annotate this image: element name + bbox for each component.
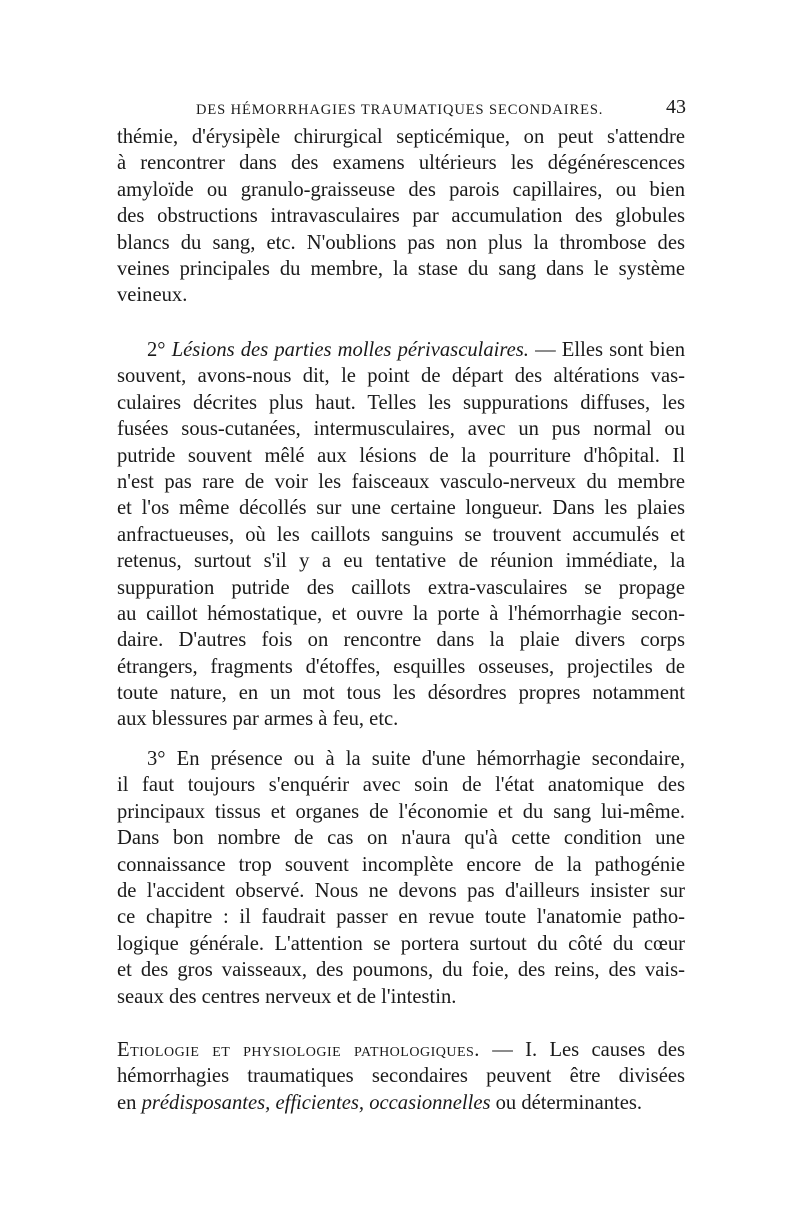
- section-number: 2°: [147, 339, 166, 361]
- text-line: [117, 1090, 685, 1116]
- text-line: seaux des centres nerveux et de l'intestin.: [117, 985, 457, 1008]
- paragraph-3: [117, 746, 685, 1010]
- text-line: souvent, avons-nous dit, le point de départ des altérations vas-: [117, 365, 685, 388]
- text-line: aux blessures par armes à feu, etc.: [117, 708, 399, 731]
- text-fragment: ou déterminantes.: [490, 1091, 643, 1114]
- text-line: n'est pas rare de voir les faisceaux vasculo-nerveux du membre: [117, 470, 685, 493]
- running-title: DES HÉMORRHAGIES TRAUMATIQUES SECONDAIRES.: [196, 102, 604, 118]
- page-number: 43: [666, 96, 686, 118]
- text-line: principaux tissus et organes de l'économie et du sang lui-même.: [117, 800, 685, 823]
- text-line: thémie, d'érysipèle chirurgical septicémique, on peut s'attendre: [117, 126, 685, 148]
- section-title: Lésions des parties molles périvasculaires.: [171, 339, 529, 361]
- text-line: culaires décrites plus haut. Telles les suppurations diffuses, les: [117, 391, 685, 414]
- text-line: retenus, surtout s'il y a eu tentative de réunion immédiate, la: [117, 550, 685, 573]
- text-line: et l'os même décollés sur une certaine longueur. Dans les plaies: [117, 497, 685, 520]
- text-line: à rencontrer dans des examens ultérieurs les dégénérescences: [117, 152, 685, 175]
- heading-continuation: — I. Les causes des: [479, 1039, 685, 1061]
- text-line: il faut toujours s'enquérir avec soin de l'état anatomique des: [117, 774, 685, 797]
- text-line: des obstructions intravasculaires par accumulation des globules: [117, 205, 685, 228]
- paragraph-4: [117, 1037, 685, 1116]
- text-line: veineux.: [117, 284, 188, 307]
- text-fragment: en: [117, 1091, 142, 1114]
- text-line: putride souvent mêlé aux lésions de la pourriture d'hôpital. Il: [117, 444, 685, 467]
- text-line: de l'accident observé. Nous ne devons pas d'ailleurs insister sur: [117, 879, 685, 902]
- heading-continuation: — Elles sont bien: [528, 339, 685, 361]
- section-heading-etiologie: [117, 1037, 685, 1063]
- text-line: et des gros vaisseaux, des poumons, du foie, des reins, des vais-: [117, 959, 685, 982]
- text-line: au caillot hémostatique, et ouvre la porte à l'hémorrhagie secon-: [117, 602, 685, 625]
- text-line: blancs du sang, etc. N'oublions pas non plus la thrombose des: [117, 231, 685, 254]
- page-header: [196, 96, 686, 124]
- text-line: connaissance trop souvent incomplète encore de la pathogénie: [117, 853, 685, 876]
- text-line: logique générale. L'attention se portera surtout du côté du cœur: [117, 932, 685, 955]
- text-line: toute nature, en un mot tous les désordres propres notamment: [117, 682, 685, 705]
- section-title: Etiologie et physiologie pathologiques.: [117, 1039, 480, 1061]
- text-line: daire. D'autres fois on rencontre dans la plaie divers corps: [117, 629, 685, 652]
- paragraph-2: [117, 337, 685, 733]
- text-line: étrangers, fragments d'étoffes, esquilles osseuses, projectiles de: [117, 655, 685, 678]
- paragraph-1: [117, 124, 685, 309]
- text-line: ce chapitre : il faudrait passer en revue toute l'anatomie patho-: [117, 906, 685, 929]
- text-line: 3° En présence ou à la suite d'une hémorrhagie secondaire,: [147, 748, 685, 770]
- text-line: anfractueuses, où les caillots sanguins se trouvent accumulés et: [117, 523, 685, 546]
- text-line: hémorrhagies traumatiques secondaires peuvent être divisées: [117, 1065, 685, 1088]
- text-line: veines principales du membre, la stase du sang dans le système: [117, 257, 685, 280]
- italic-terms: prédisposantes, efficientes, occasionnelles: [141, 1091, 491, 1114]
- text-line: fusées sous-cutanées, intermusculaires, avec un pus normal ou: [117, 418, 685, 441]
- text-line: amyloïde ou granulo-graisseuse des parois capillaires, ou bien: [117, 178, 685, 201]
- text-line: suppuration putride des caillots extra-vasculaires se propage: [117, 576, 685, 599]
- text-line: Dans bon nombre de cas on n'aura qu'à cette condition une: [117, 827, 685, 850]
- section-heading-2: [117, 337, 685, 363]
